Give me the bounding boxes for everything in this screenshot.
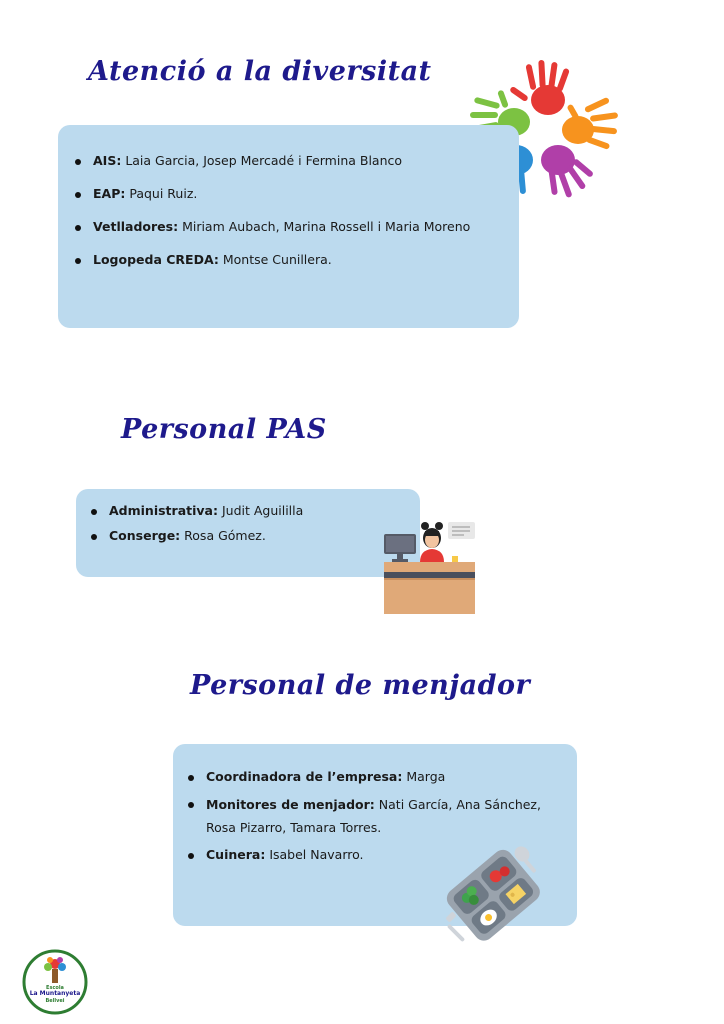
item-value: Isabel Navarro. [269,847,364,862]
list-diversitat [75,153,470,285]
item-label: AIS: [93,153,122,168]
school-logo-icon [22,949,88,1015]
list-item [91,503,303,519]
item-label: Administrativa: [109,503,218,518]
item-label: EAP: [93,186,126,201]
item-label: Cuinera: [206,847,266,862]
item-label: Vetlladores: [93,219,179,234]
list-item [91,528,303,544]
list-item [188,769,566,785]
list-item [188,793,566,839]
item-value: Marga [406,769,446,784]
item-value: Montse Cunillera. [222,252,332,267]
item-label: Logopeda CREDA: [93,252,219,267]
item-value: Rosa Gómez. [184,528,266,543]
item-value: Nati García, Ana Sánchez, Rosa Pizarro, Tamara Torres. [206,797,541,835]
lunch-tray-icon [440,842,548,948]
item-value: Laia Garcia, Josep Mercadé i Fermina Blanco [125,153,403,168]
item-label: Conserge: [109,528,181,543]
item-value: Paqui Ruiz. [129,186,198,201]
logo-line-3: Bellvei [45,998,65,1004]
item-label: Monitores de menjador: [206,797,375,812]
section-title-menjador: Personal de menjador [190,670,531,701]
reception-desk-icon [382,518,477,616]
section-title-pas: Personal PAS [121,414,327,445]
list-item [75,252,470,268]
list-item [75,153,470,169]
section-title-diversitat: Atenció a la diversitat [88,56,432,87]
list-item [75,186,470,202]
logo-line-2: La Muntanyeta [29,990,81,997]
item-value: Miriam Aubach, Marina Rossell i Maria Moreno [182,219,471,234]
item-label: Coordinadora de l’empresa: [206,769,403,784]
logo-line-1: Escola [46,985,64,991]
list-item [75,219,470,235]
list-pas [91,503,303,553]
item-value: Judit Aguililla [221,503,304,518]
